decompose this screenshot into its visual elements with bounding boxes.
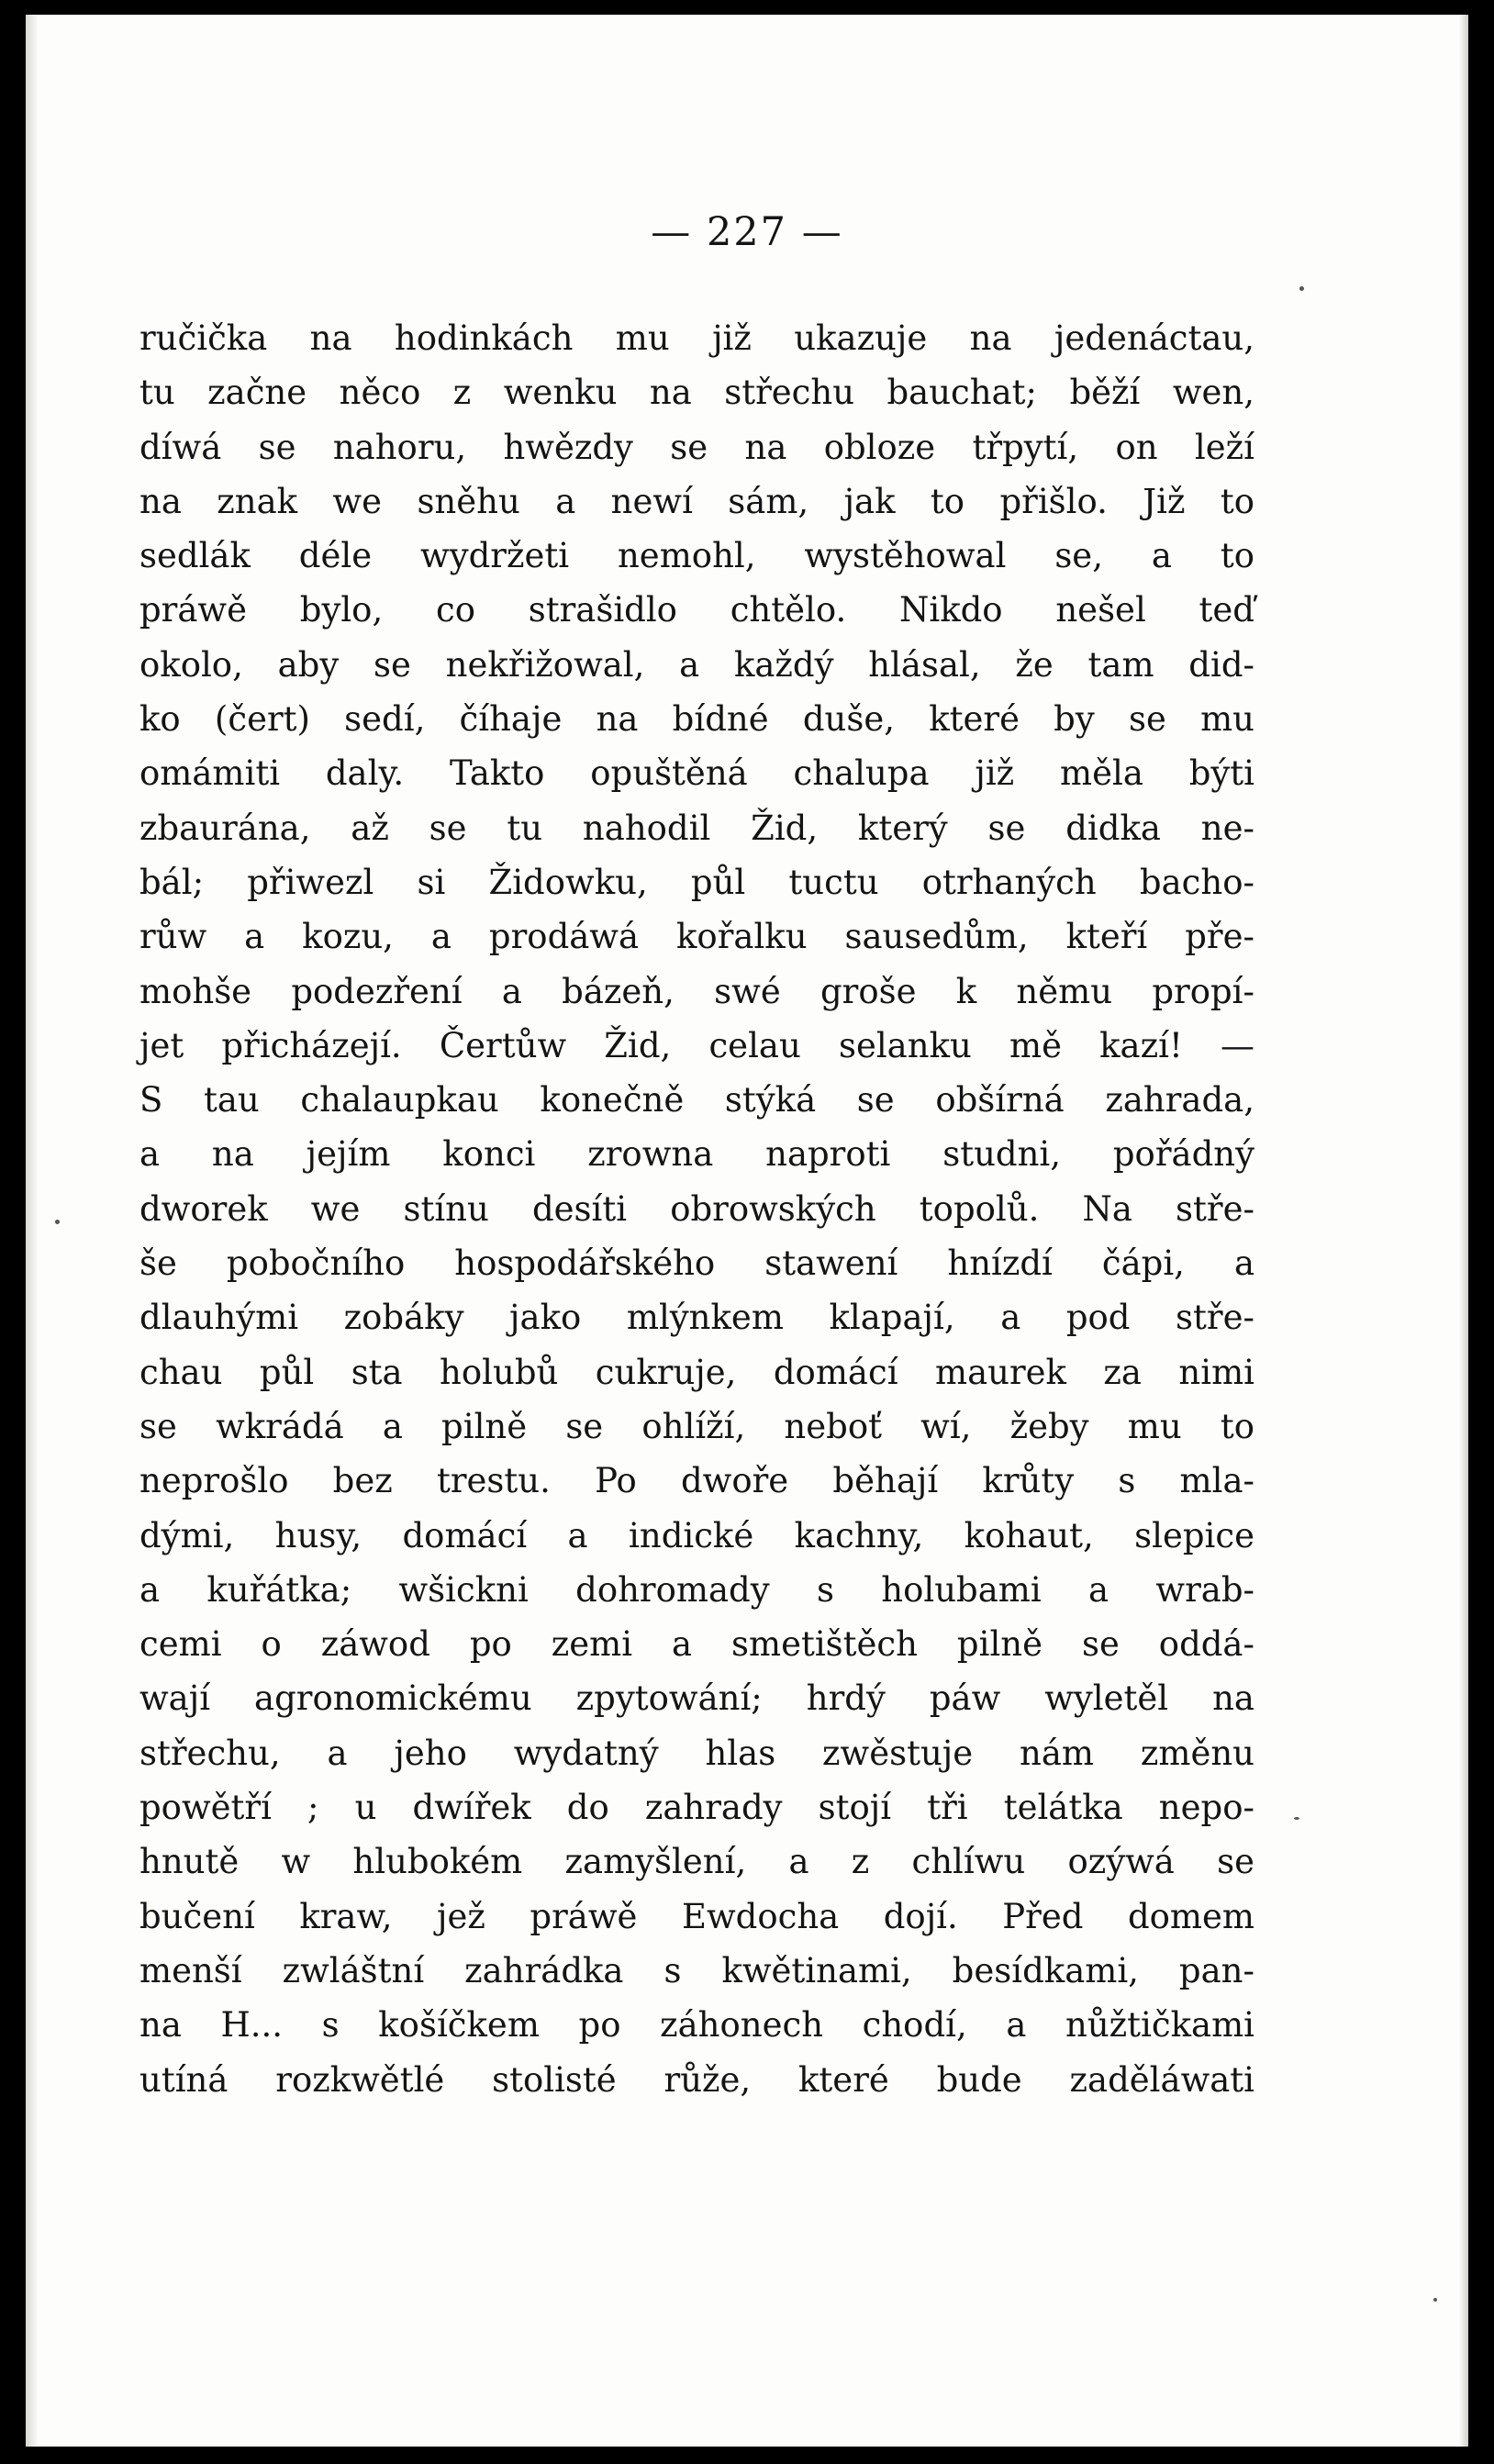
- paper-speck: [1299, 286, 1304, 291]
- text-line: dými, husy, domácí a indické kachny, kohaut, slepice: [139, 1515, 1254, 1555]
- text-line: bučení kraw, jež práwě Ewdocha dojí. Před domem: [139, 1896, 1254, 1936]
- text-line: hnutě w hlubokém zamyšlení, a z chlíwu ozýwá se: [139, 1842, 1254, 1882]
- text-line: omámiti daly. Takto opuštěná chalupa již měla býti: [139, 753, 1254, 794]
- text-line: ručička na hodinkách mu již ukazuje na jedenáctau,: [139, 318, 1254, 358]
- text-line: powětří ; u dwířek do zahrady stojí tři telátka nepo-: [139, 1788, 1254, 1828]
- text-line: tu začne něco z wenku na střechu bauchat; běží wen,: [139, 373, 1254, 413]
- text-line: a kuřátka; wšickni dohromady s holubami a wrab-: [139, 1569, 1254, 1610]
- text-line: jet přicházejí. Čertůw Žid, celau selanku mě kazí! —: [139, 1025, 1254, 1065]
- page-number: — 227 —: [651, 209, 843, 255]
- text-line: S tau chalaupkau konečně stýká se obšírná zahrada,: [139, 1080, 1254, 1121]
- paper-speck: [1433, 2298, 1437, 2302]
- text-line: na H... s košíčkem po záhonech chodí, a nůžtičkami: [139, 2005, 1254, 2046]
- text-line: okolo, aby se nekřižowal, a každý hlásal, že tam did-: [139, 644, 1254, 685]
- text-line: še pobočního hospodářského stawení hnízdí čápi, a: [139, 1243, 1254, 1284]
- text-line: na znak we sněhu a newí sám, jak to přišlo. Již to: [139, 481, 1254, 521]
- text-line: mohše podezření a bázeň, swé groše k němu propí-: [139, 971, 1254, 1011]
- text-line: bál; přiwezl si Židowku, půl tuctu otrhaných bacho-: [139, 862, 1254, 902]
- text-line: růw a kozu, a prodáwá kořalku sausedům, kteří pře-: [139, 917, 1254, 957]
- text-line: a na jejím konci zrowna naproti studni, pořádný: [139, 1134, 1254, 1175]
- text-line: dworek we stínu desíti obrowských topolů. Na stře-: [139, 1188, 1254, 1229]
- paper-speck: [55, 1220, 60, 1224]
- text-line: neprošlo bez trestu. Po dwoře běhají krůty s mla-: [139, 1461, 1254, 1501]
- text-line: díwá se nahoru, hwězdy se na obloze třpytí, on leží: [139, 427, 1254, 467]
- text-line: utíná rozkwětlé stolisté růže, které bude zaděláwati: [139, 2059, 1254, 2100]
- book-page: [26, 15, 1468, 2447]
- scan-shadow-right: [1459, 15, 1468, 2447]
- text-line: střechu, a jeho wydatný hlas zwěstuje nám změnu: [139, 1733, 1254, 1773]
- text-line: cemi o záwod po zemi a smetištěch pilně se oddá-: [139, 1624, 1254, 1665]
- text-line: se wkrádá a pilně se ohlíží, neboť wí, žeby mu to: [139, 1406, 1254, 1446]
- scan-shadow-left: [26, 15, 39, 2447]
- text-line: dlauhými zobáky jako mlýnkem klapají, a pod stře-: [139, 1298, 1254, 1338]
- text-line: práwě bylo, co strašidlo chtělo. Nikdo nešel teď: [139, 590, 1254, 630]
- text-line: ko (čert) sedí, číhaje na bídné duše, které by se mu: [139, 699, 1254, 740]
- paper-speck: [1294, 1817, 1299, 1820]
- body-text: [139, 311, 1254, 2107]
- text-line: menší zwláštní zahrádka s kwětinami, besídkami, pan-: [139, 1950, 1254, 1990]
- text-line: zbaurána, až se tu nahodil Žid, který se didka ne-: [139, 808, 1254, 848]
- text-line: sedlák déle wydržeti nemohl, wystěhowal se, a to: [139, 536, 1254, 576]
- text-line: chau půl sta holubů cukruje, domácí maurek za nimi: [139, 1352, 1254, 1392]
- text-line: wají agronomickému zpytowání; hrdý páw wyletěl na: [139, 1678, 1254, 1719]
